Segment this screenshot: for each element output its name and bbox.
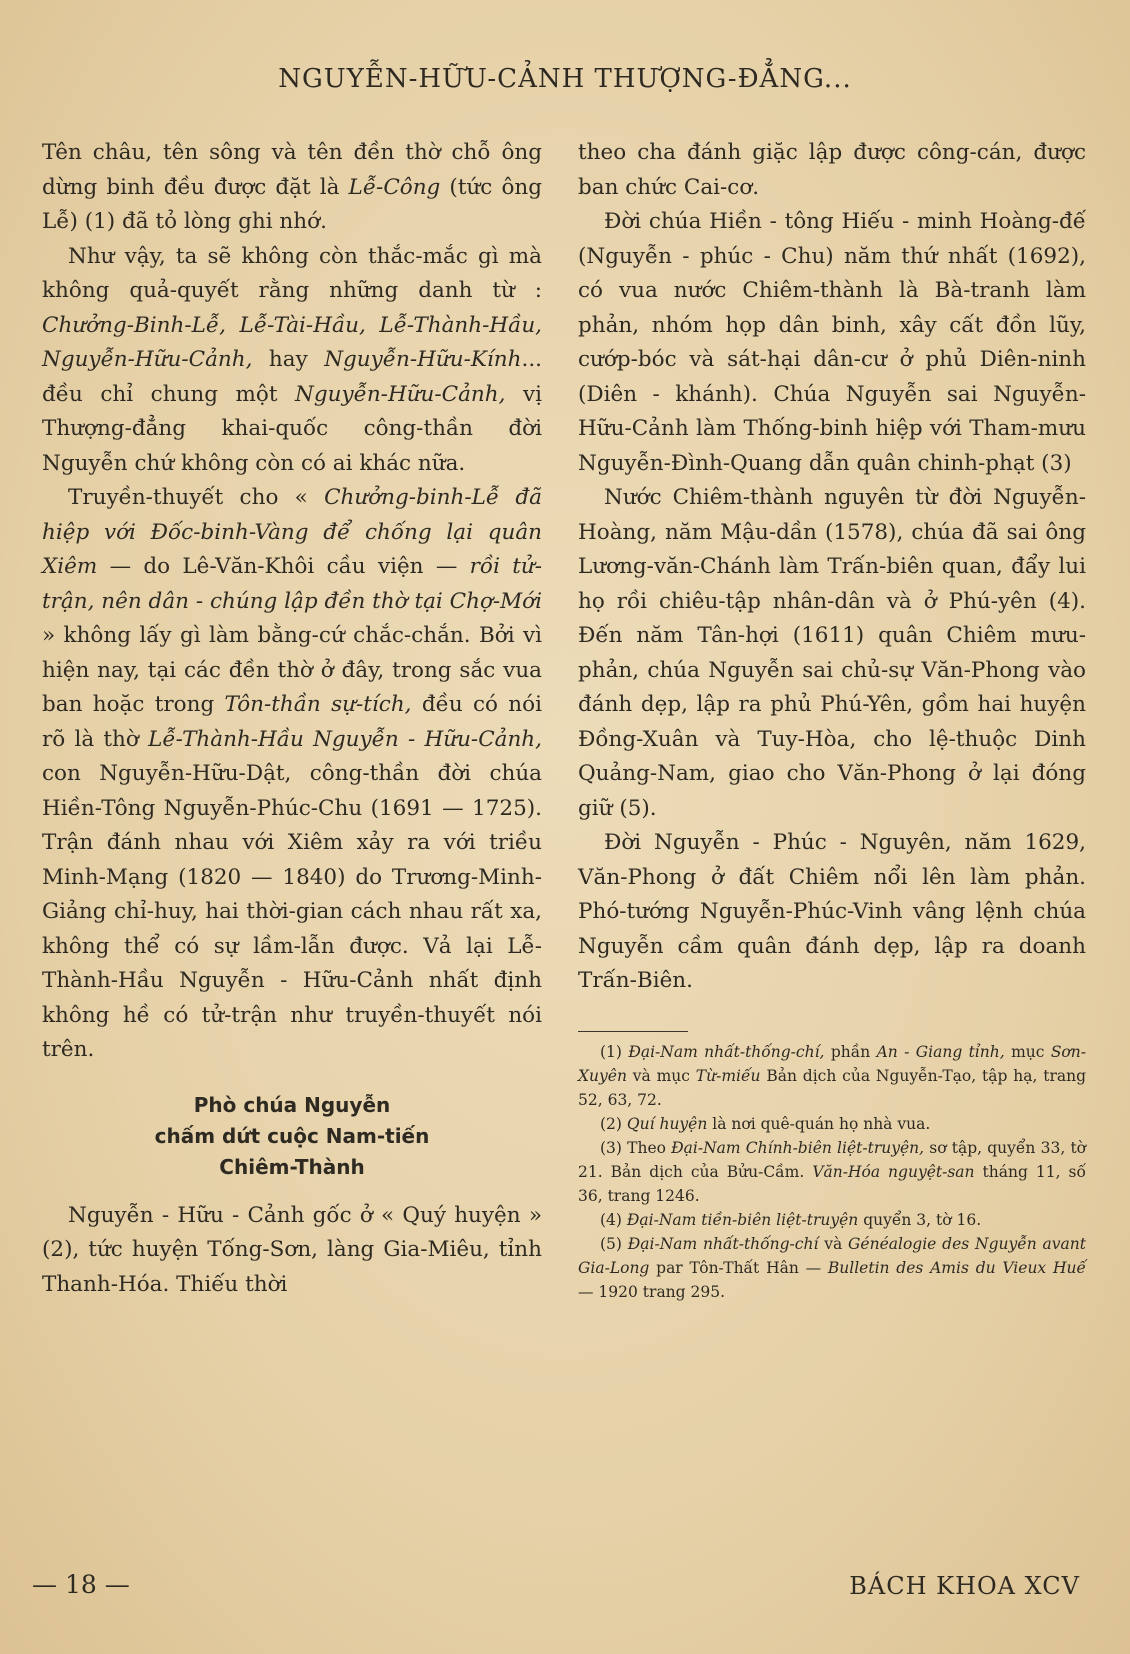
text-run: đều có nói rõ là thờ <box>42 692 542 752</box>
text-run: ... đều chỉ chung một <box>42 347 542 407</box>
italic-text: Chưởng-binh-Lễ đã hiệp với Đốc-binh-Vàng để chống lại quân Xiêm <box>42 485 542 579</box>
text-run: Đời Nguyễn - Phúc - Nguyên, năm 1629, Văn-Phong ở đất Chiêm nổi lên làm phản. Phó-tướng Nguyễn-Phúc-Vinh vâng lệnh chúa Nguyễn cầm quân đánh dẹp, lập ra doanh Trấn-Biên. <box>578 830 1086 993</box>
text-run: là nơi quê-quán họ nhà vua. <box>707 1114 931 1133</box>
italic-text: Généalogie des Nguyễn avant Gia-Long <box>578 1234 1087 1277</box>
text-run: sơ tập, quyển 33, tờ 21. Bản dịch của Bửu-Cầm. <box>578 1138 1087 1181</box>
footnote <box>578 1136 1086 1208</box>
text-run: (4) <box>600 1210 627 1229</box>
text-run: tháng 11, số 36, trang 1246. <box>578 1162 1086 1205</box>
text-run: » không lấy gì làm bằng-cứ chắc-chắn. Bởi vì hiện nay, tại các đền thờ ở đây, trong sắc vua ban hoặc trong <box>42 623 542 717</box>
italic-text: Đại-Nam nhất-thống-chí, <box>628 1042 825 1061</box>
text-run: theo cha đánh giặc lập được công-cán, được ban chức Cai-cơ. <box>578 140 1086 200</box>
section-heading-line: chấm dứt cuộc Nam-tiến <box>154 1123 430 1148</box>
paragraph <box>578 136 1086 205</box>
footnote <box>578 1232 1086 1304</box>
text-run: con Nguyễn-Hữu-Dật, công-thần đời chúa Hiền-Tông Nguyễn-Phúc-Chu (1691 — 1725). Trận đánh nhau với Xiêm xảy ra với triều Minh-Mạng (1820 — 1840) do Trương-Minh-Giảng chỉ-huy, hai thời-gian cách nhau rất xa, không thể có sự lầm-lẫn được. Vả lại Lễ-Thành-Hầu Nguyễn - Hữu-Cảnh nhất định không hề có tử-trận như truyền-thuyết nói trên. <box>42 761 542 1062</box>
italic-text: Đại-Nam tiền-biên liệt-truyện <box>626 1210 859 1229</box>
section-heading <box>42 1090 542 1183</box>
italic-text: Văn-Hóa nguyệt-san <box>812 1162 975 1181</box>
paragraph <box>578 481 1086 826</box>
italic-text: Tôn-thần sự-tích, <box>224 692 412 717</box>
italic-text: Nguyễn-Hữu-Cảnh, <box>295 381 506 407</box>
paragraph <box>42 1199 542 1303</box>
paragraph <box>578 826 1086 999</box>
text-run: (3) Theo <box>600 1138 672 1157</box>
text-run: Truyền-thuyết cho « <box>68 485 325 510</box>
right-column <box>578 136 1086 1304</box>
text-run: (5) <box>600 1234 628 1253</box>
text-run: vị Thượng-đẳng khai-quốc công-thần đời Nguyễn chứ không còn có ai khác nữa. <box>42 381 543 476</box>
paragraph <box>42 481 542 1068</box>
text-run: par Tôn-Thất Hân — <box>649 1258 828 1277</box>
paragraph <box>42 240 542 482</box>
text-run: Nguyễn - Hữu - Cảnh gốc ở « Quý huyện » (2), tức huyện Tống-Sơn, làng Gia-Miêu, tỉnh Thanh-Hóa. Thiếu thời <box>42 1202 542 1297</box>
text-run: mục <box>1004 1042 1051 1061</box>
italic-text: Đại-Nam Chính-biên liệt-truyện, <box>671 1138 925 1157</box>
text-run: (1) <box>600 1042 629 1061</box>
italic-text: An - Giang tỉnh, <box>876 1042 1005 1061</box>
text-run: phần <box>824 1042 877 1061</box>
text-run: — 1920 trang 295. <box>578 1282 726 1301</box>
text-run: Như vậy, ta sẽ không còn thắc-mắc gì mà không quả-quyết rằng những danh từ : <box>42 243 542 303</box>
footnote <box>578 1112 1086 1136</box>
footnote <box>578 1040 1086 1112</box>
paragraph <box>42 136 542 240</box>
text-run: Đời chúa Hiền - tông Hiếu - minh Hoàng-đế (Nguyễn - phúc - Chu) năm thứ nhất (1692), có vua nước Chiêm-thành là Bà-tranh làm phản, nhóm họp dân binh, xây cất đồn lũy, cướp-bóc và sát-hại dân-cư ở phủ Diên-ninh (Diên - khánh). Chúa Nguyễn sai Nguyễn-Hữu-Cảnh làm Thống-binh hiệp với Tham-mưu Nguyễn-Đình-Quang dẫn quân chinh-phạt (3) <box>578 209 1086 476</box>
text-run: Tên châu, tên sông và tên đền thờ chỗ ông dừng binh đều được đặt là <box>42 140 542 200</box>
text-run: và mục <box>626 1066 696 1085</box>
footnotes <box>578 1040 1086 1304</box>
text-run: Bản dịch của Nguyễn-Tạo, tập hạ, trang 52, 63, 72. <box>578 1066 1086 1109</box>
italic-text: Lễ-Công <box>348 174 441 200</box>
magazine-title: BÁCH KHOA XCV <box>849 1572 1080 1600</box>
italic-text: Đại-Nam nhất-thống-chí <box>627 1234 819 1253</box>
paragraph <box>578 205 1086 481</box>
left-column <box>42 136 542 1302</box>
text-run: quyển 3, tờ 16. <box>858 1210 982 1229</box>
italic-text: Sơn-Xuyên <box>578 1042 1086 1085</box>
section-heading-line: Chiêm-Thành <box>219 1154 365 1179</box>
text-run: — do Lê-Văn-Khôi cầu viện — <box>97 554 470 579</box>
footnote-divider <box>578 1031 688 1032</box>
italic-text: rồi tử-trận, nên dân - chúng lập đền thờ tại Chợ-Mới <box>42 554 542 614</box>
italic-text: Nguyễn-Hữu-Kính <box>324 347 522 372</box>
text-run: (tức ông Lễ) (1) đã tỏ lòng ghi nhớ. <box>42 174 543 234</box>
section-heading-line: Phò chúa Nguyễn <box>193 1092 391 1117</box>
italic-text: Từ-miếu <box>695 1066 761 1085</box>
italic-text: Lễ-Thành-Hầu Nguyễn - Hữu-Cảnh, <box>148 726 542 752</box>
italic-text: Quí huyện <box>626 1114 708 1133</box>
text-run: (2) <box>600 1114 627 1133</box>
page-number: — 18 — <box>32 1570 130 1599</box>
footnote <box>578 1208 1086 1232</box>
text-run: hay <box>252 347 325 372</box>
text-run: Nước Chiêm-thành nguyên từ đời Nguyễn-Hoàng, năm Mậu-dần (1578), chúa đã sai ông Lương-văn-Chánh làm Trấn-biên quan, đẩy lui họ rồi chiêu-tập nhân-dân và ở Phú-yên (4). Đến năm Tân-hợi (1611) quân Chiêm mưu-phản, chúa Nguyễn sai chủ-sự Văn-Phong vào đánh dẹp, lập ra phủ Phú-Yên, gồm hai huyện Đồng-Xuân và Tuy-Hòa, cho lệ-thuộc Dinh Quảng-Nam, giao cho Văn-Phong ở lại đóng giữ (5). <box>578 485 1086 821</box>
text-run: và <box>818 1234 849 1253</box>
italic-text: Bulletin des Amis du Vieux Huế <box>827 1258 1086 1277</box>
running-title: NGUYỄN-HỮU-CẢNH THƯỢNG-ĐẲNG... <box>278 64 852 94</box>
italic-text: Chưởng-Binh-Lễ, Lễ-Tài-Hầu, Lễ-Thành-Hầu, Nguyễn-Hữu-Cảnh, <box>42 312 542 372</box>
